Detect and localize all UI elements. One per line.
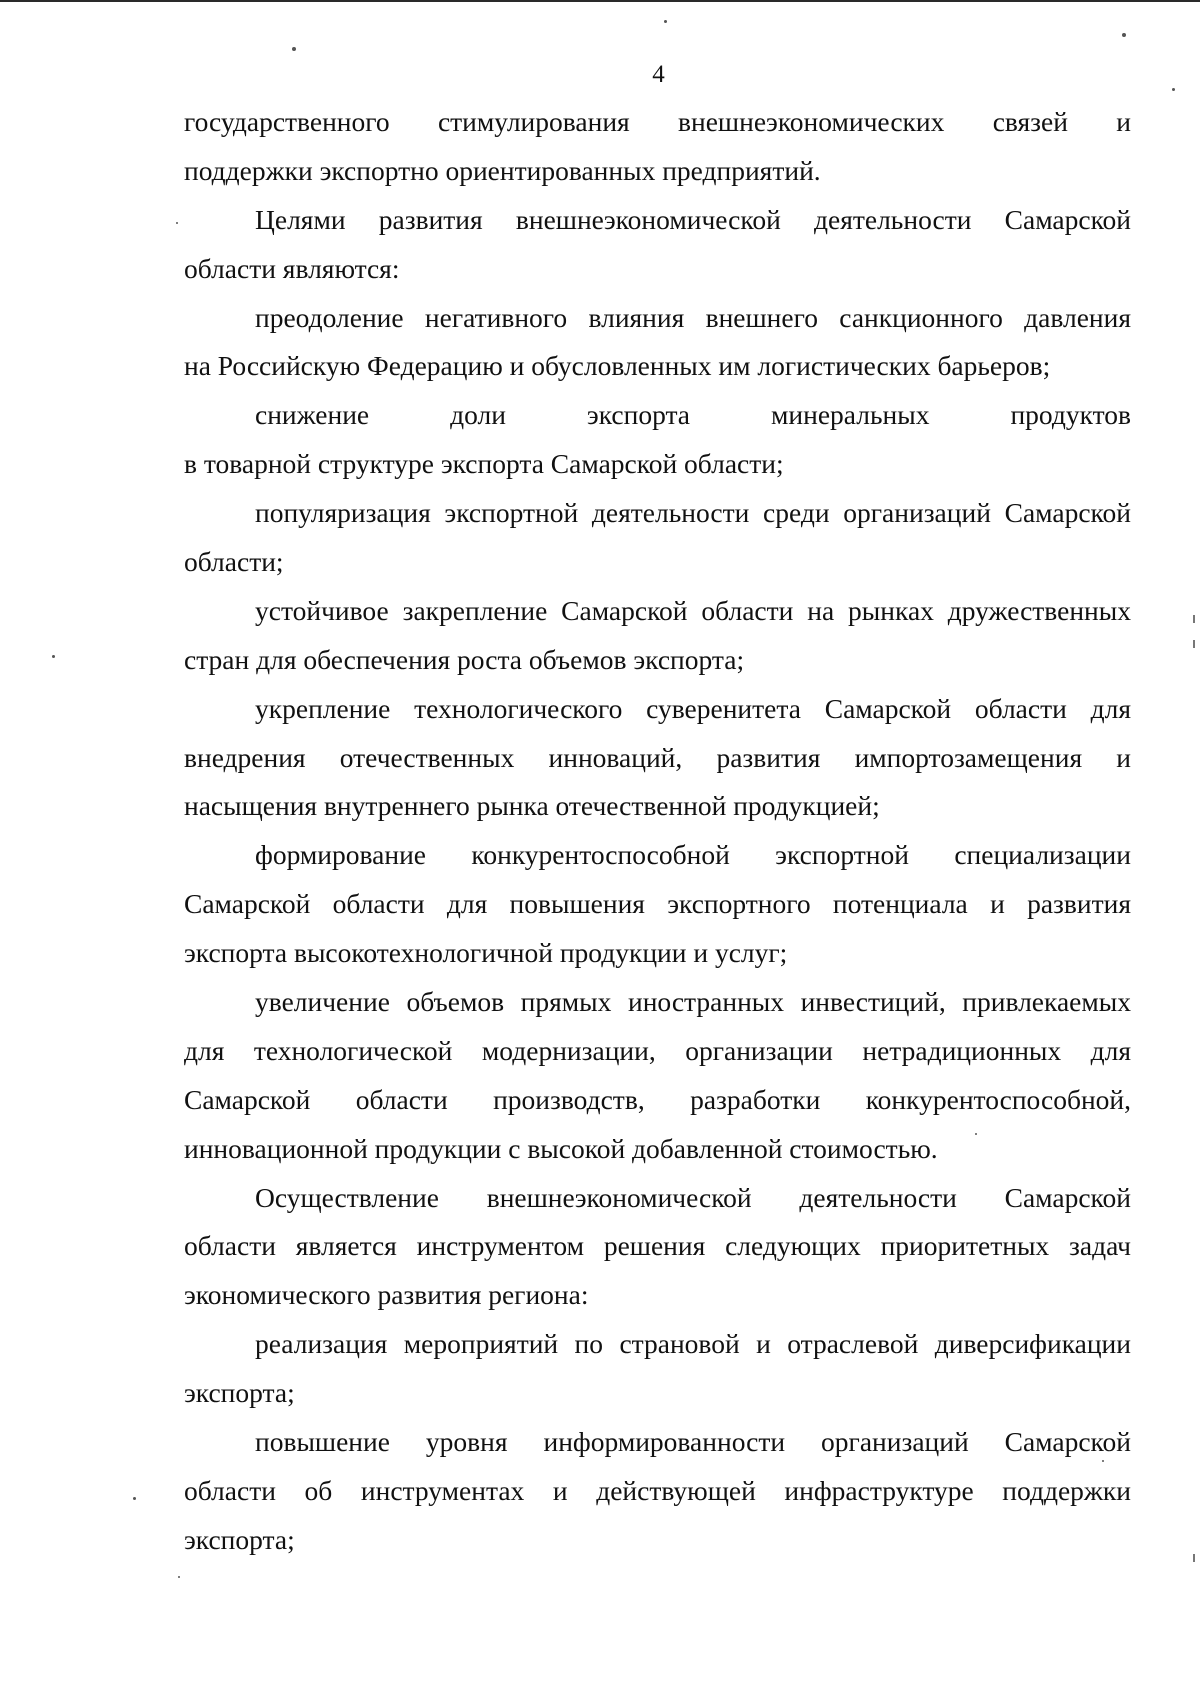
paragraph-first-line: увеличение объемов прямых иностранных инвестиций, привлекаемых	[255, 986, 1131, 1018]
document-body	[184, 98, 1131, 1565]
scan-speck	[664, 20, 667, 23]
paragraph-line: насыщения внутреннего рынка отечественной продукцией;	[184, 790, 880, 822]
scan-speck	[1122, 33, 1126, 37]
paragraph-line: поддержки экспортно ориентированных предприятий.	[184, 154, 821, 186]
paragraph-line: для технологической модернизации, организации нетрадиционных для	[184, 1034, 1131, 1066]
paragraph-line: экспорта;	[184, 1523, 295, 1555]
scan-speck	[52, 655, 55, 658]
paragraph-first-line: популяризация экспортной деятельности среди организаций Самарской	[255, 497, 1131, 529]
paragraph-line: Самарской области производств, разработки конкурентоспособной,	[184, 1083, 1131, 1115]
paragraph-first-line: Целями развития внешнеэкономической деятельности Самарской	[255, 203, 1131, 235]
scan-speck	[1172, 88, 1175, 91]
scan-speck	[1102, 1460, 1104, 1462]
paragraph-first-line: реализация мероприятий по страновой и отраслевой диверсификации	[255, 1328, 1131, 1360]
scan-speck	[1193, 615, 1195, 623]
paragraph-line: области об инструментах и действующей инфраструктуре поддержки	[184, 1474, 1131, 1506]
paragraph-first-line: устойчивое закрепление Самарской области на рынках дружественных	[255, 594, 1131, 626]
scan-speck	[133, 1497, 136, 1500]
scan-speck	[1193, 1554, 1195, 1562]
paragraph-line: инновационной продукции с высокой добавленной стоимостью.	[184, 1132, 938, 1164]
paragraph-line: в товарной структуре экспорта Самарской области;	[184, 448, 784, 480]
scan-speck	[292, 47, 296, 51]
paragraph-line: стран для обеспечения роста объемов экспорта;	[184, 643, 745, 675]
paragraph-line: государственного стимулирования внешнеэкономических связей и	[184, 106, 1131, 137]
paragraph-first-line: Осуществление внешнеэкономической деятельности Самарской	[255, 1181, 1131, 1213]
paragraph-first-line: формирование конкурентоспособной экспортной специализации	[255, 839, 1131, 871]
paragraph-line: внедрения отечественных инноваций, развития импортозамещения и	[184, 741, 1131, 773]
paragraph-first-line: укрепление технологического суверенитета Самарской области для	[255, 692, 1131, 724]
paragraph-line: области являются:	[184, 252, 400, 284]
paragraph-first-line: снижение доли экспорта минеральных продуктов	[255, 399, 1131, 431]
scan-speck	[1193, 640, 1195, 648]
scan-speck	[178, 1576, 180, 1578]
paragraph-line: области;	[184, 546, 284, 578]
scan-edge-line	[0, 0, 1200, 2]
paragraph-line: на Российскую Федерацию и обусловленных им логистических барьеров;	[184, 350, 1051, 382]
paragraph-first-line: преодоление негативного влияния внешнего санкционного давления	[255, 301, 1131, 333]
scan-speck	[975, 1133, 977, 1135]
paragraph-line: Самарской области для повышения экспортного потенциала и развития	[184, 888, 1131, 920]
paragraph-line: экспорта высокотехнологичной продукции и услуг;	[184, 937, 788, 969]
page-number: 4	[652, 61, 665, 88]
paragraph-first-line: повышение уровня информированности организаций Самарской	[255, 1426, 1131, 1458]
paragraph-line: экономического развития региона:	[184, 1279, 589, 1311]
scan-speck	[176, 222, 178, 224]
paragraph-line: области является инструментом решения следующих приоритетных задач	[184, 1230, 1131, 1262]
paragraph-line: экспорта;	[184, 1377, 295, 1409]
